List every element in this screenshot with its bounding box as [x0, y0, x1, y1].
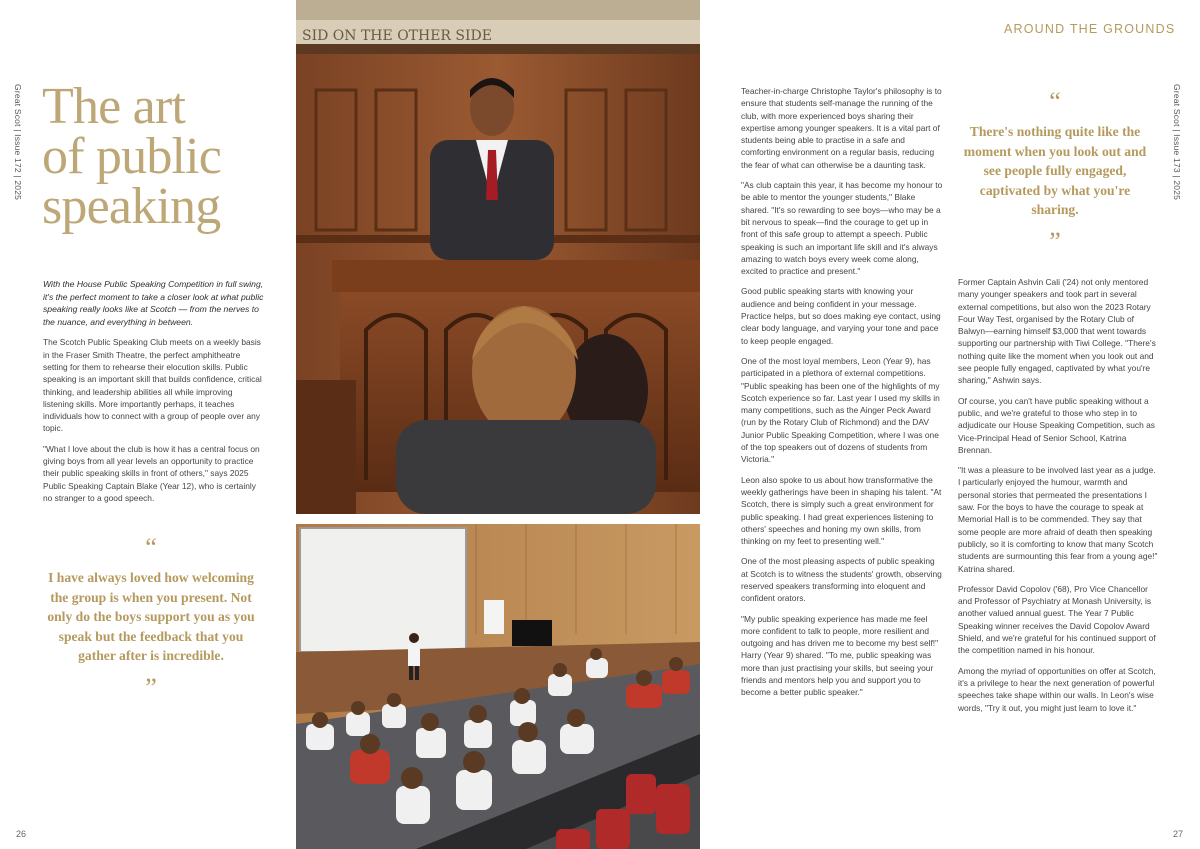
title-line-2: of public	[42, 128, 222, 185]
close-quote-mark: ”	[1049, 226, 1061, 256]
paragraph: Professor David Copolov ('68), Pro Vice Chancellor and Professor of Psychiatry at Monash University, is another valued annual guest. The Year 7 Public Speaking winner receives the David Copolov Award Shield, and we're grateful for his continued support of the competition named in his honour.	[958, 583, 1156, 656]
paragraph: Of course, you can't have public speaking without a public, and we're grateful to those who step in to adjudicate our House Speaking Competition, such as Vice-Principal Head of Senior School, Katrina Brennan.	[958, 395, 1155, 455]
open-quote-mark: “	[1049, 87, 1061, 116]
lectern-photo-illustration	[296, 0, 700, 514]
paragraph: One of the most pleasing aspects of public speaking at Scotch is to witness the students' growth, observing reserved speakers transforming into eloquent and confident orators.	[741, 556, 942, 604]
paragraph: Among the myriad of opportunities on offer at Scotch, it's a privilege to hear the next generation of powerful speeches take shape within our walls. In Leon's wise words, "Try it out, you might just learn to love it."	[958, 665, 1156, 713]
paragraph: "My public speaking experience has made me feel more confident to talk to people, more resilient and outgoing and has driven me to become my best self!" Harry (Year 9) shared. "To me, public speaking was more than just practising your skills, but seeing your friends and mentors help you and support you to become a better public speaker."	[741, 613, 939, 698]
column-left	[43, 278, 265, 512]
pull-quote-2	[955, 87, 1155, 256]
title-line-3: speaking	[42, 178, 221, 235]
pull-quote-text: I have always loved how welcoming the group is when you present. Not only do the boys support you as you speak but the feedback that you gather after is incredible.	[47, 570, 255, 663]
page-number-left: 26	[16, 829, 27, 839]
photo-student-at-lectern	[296, 0, 700, 514]
paragraph: Leon also spoke to us about how transformative the weekly gatherings have been in shaping his talent. "At Scotch, there is simply such a great environment for public speaking. I had great experiences listening to others' speeches and honing my own skills, from thinking on my feet to presenting well."	[741, 474, 942, 547]
open-quote-mark: “	[145, 533, 157, 562]
paragraph: "It was a pleasure to be involved last year as a judge. I particularly enjoyed the humour, warmth and personal stories that permeated the presentations I saw. For the boys to have the courage to speak at Memorial Hall is to be commended. They say that some people are more afraid of death then speaking publicly, so it is comforting to know that many Scotch students are surmounting this fear from a young age!" Katrina shared.	[958, 465, 1158, 574]
pull-quote-1	[44, 533, 258, 702]
paragraph: The Scotch Public Speaking Club meets on a weekly basis in the Fraser Smith Theatre, the perfect amphitheatre setting for them to rehearse their elocution skills. Public speaking is an important skill that builds confidence, critical thinking, and leadership abilities all while improving listening skills. More importantly perhaps, it teaches individuals how to connect with a group of people over any topic.	[43, 337, 262, 434]
paragraph: Former Captain Ashvin Cali ('24) not only mentored many younger speakers and took part in several external competitions, but also won the 2023 Rotary Four Way Test, organised by the Rotary Club of Balwyn—earning himself $3,000 that went towards supporting our partnership with Tiwi College. "There's nothing quite like the moment when you look out and see people fully engaged, captivated by what you're sharing," Ashwin says.	[958, 277, 1156, 386]
intro-paragraph: With the House Public Speaking Competition in full swing, it's the perfect moment to take a closer look at what public speaking really looks like at Scotch — from the nerves to the nuance, and everything in between.	[43, 279, 264, 327]
column-middle	[741, 85, 943, 707]
paragraph: "As club captain this year, it has become my honour to be able to mentor the younger students," Blake shared. "It's so rewarding to see boys—who may be a bit nervous to speak—find the courage to get up in front of this safe group to attempt a speech. Public speaking is such an important life skill and it's always amazing to watch boys every week come along, excited to practice and present."	[741, 180, 943, 277]
title-line-1: The art	[42, 78, 186, 135]
paragraph: "What I love about the club is how it has a central focus on giving boys from all year levels an opportunity to practice their public speaking skills in front of others," says 2025 Public Speaking Captain Blake (Year 12), who is certainly no stranger to a good speech.	[43, 443, 260, 503]
column-right	[958, 276, 1158, 722]
page-number-right: 27	[1173, 829, 1184, 839]
close-quote-mark: ”	[145, 672, 157, 702]
paragraph: Teacher-in-charge Christophe Taylor's philosophy is to ensure that students self-manage the running of the club, with more experienced boys sharing their expertise among younger speakers. It is a vital part of students being able to practise in a safe and comforting environment on a regular basis, reducing the fear of what can otherwise be a daunting task.	[741, 86, 942, 170]
running-head-right: Great Scot | Issue 173 | 2025	[1172, 84, 1182, 201]
paragraph: Good public speaking starts with knowing your audience and being confident in your message. Practice helps, but so does making eye contact, using clear body language, and varying your tone and pace to keep people engaged.	[741, 286, 941, 346]
banner-text: SID ON THE OTHER SIDE	[302, 28, 492, 44]
pull-quote-text: There's nothing quite like the moment when you look out and see people fully engaged, captivated by what you're sharing.	[963, 124, 1147, 217]
theatre-photo-illustration	[296, 524, 700, 849]
running-head-left: Great Scot | Issue 172 | 2025	[13, 84, 23, 201]
paragraph: One of the most loyal members, Leon (Year 9), has participated in a plethora of external competitions. "Public speaking has been one of the highlights of my Scotch experience so far. Last year I used my skills in many competitions, such as the Ainger Peck Award (run by the Rotary Club of Richmond) and the DAV Junior Public Speaking Competition, where I was one of the top speakers out of dozens of students from Victoria."	[741, 355, 940, 465]
photo-theatre-audience	[296, 524, 700, 849]
section-title: AROUND THE GROUNDS	[1004, 22, 1176, 36]
article-title	[42, 78, 282, 235]
